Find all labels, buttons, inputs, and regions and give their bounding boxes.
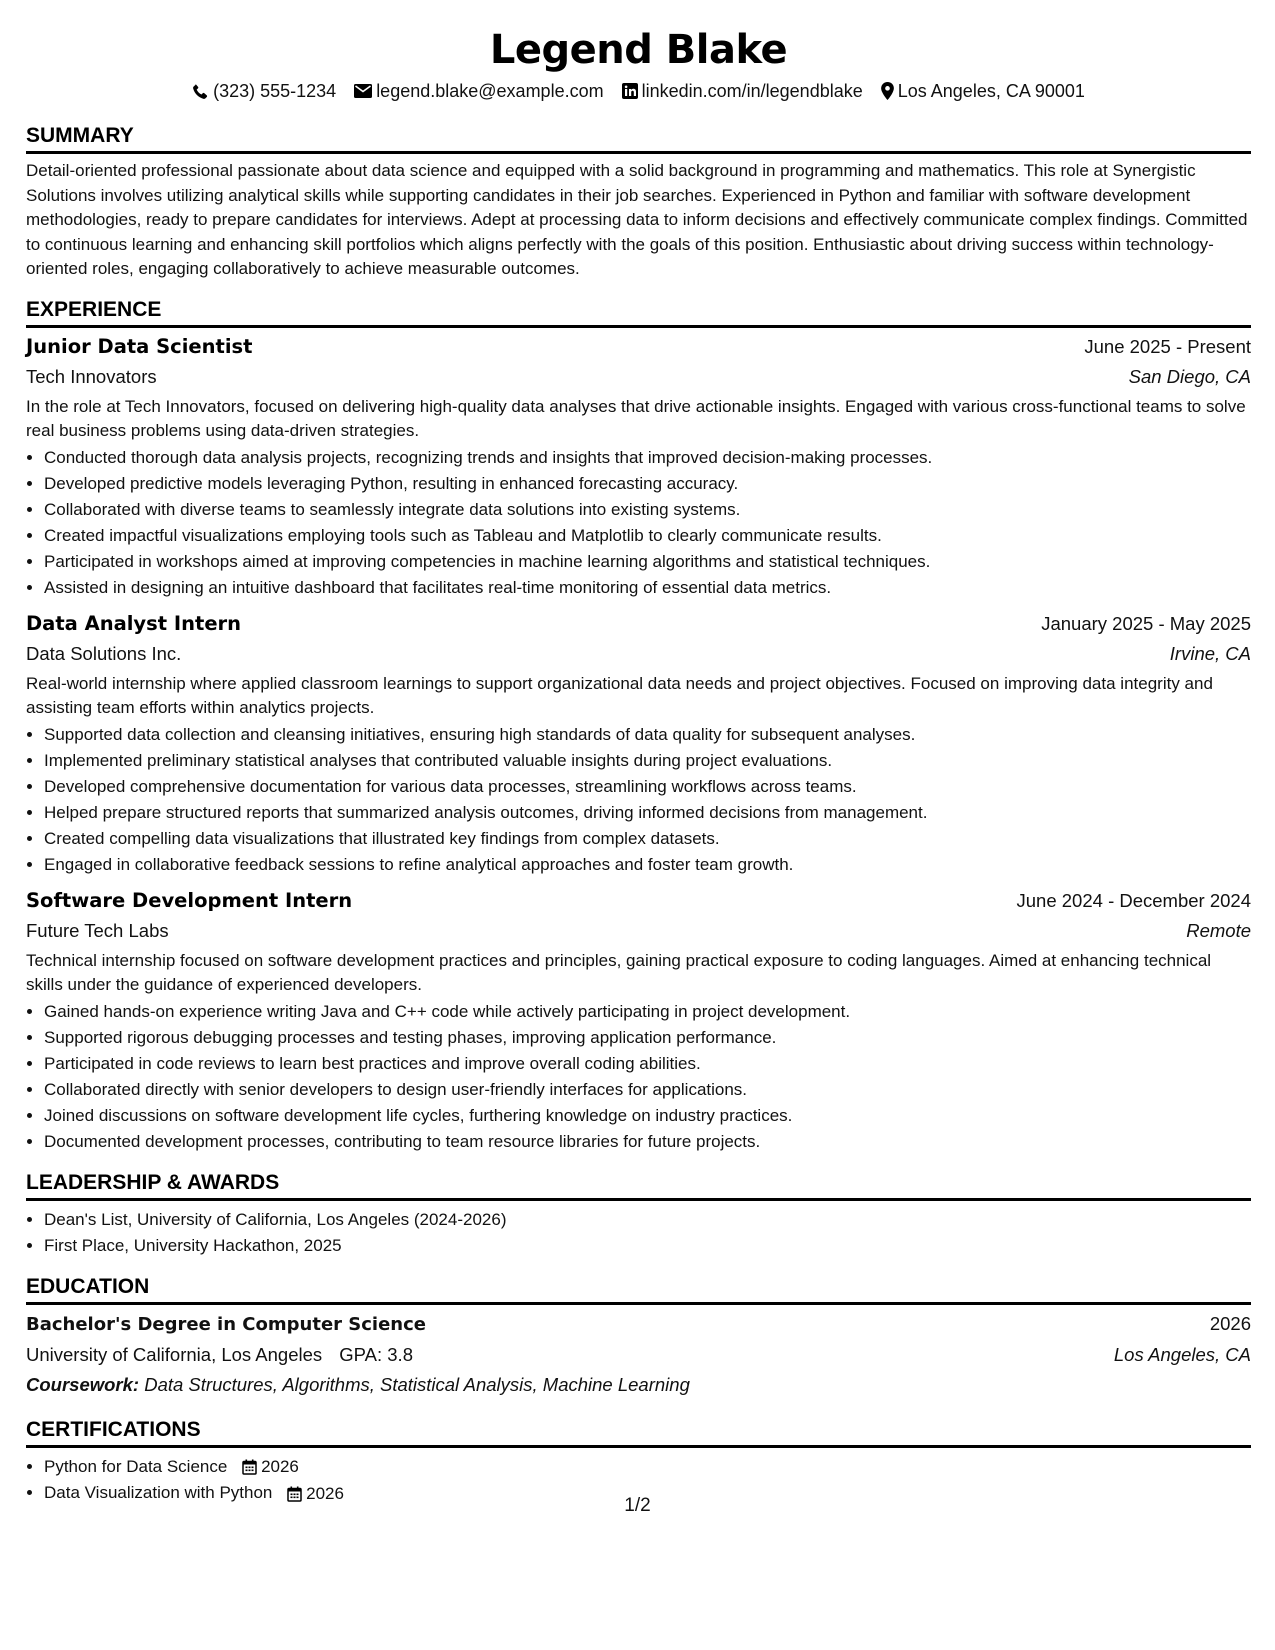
list-item: • Collaborated directly with senior developers to design user-friendly interfaces for applications. (44, 1077, 1251, 1103)
linkedin-text[interactable]: linkedin.com/in/legendblake (641, 81, 863, 101)
education-section (26, 1273, 1251, 1400)
phone-icon (192, 83, 209, 100)
job-dates: June 2024 - December 2024 (1016, 889, 1251, 911)
resume-page (26, 0, 1251, 1507)
graduation-year: 2026 (1209, 1312, 1251, 1334)
contact-linkedin (622, 78, 863, 104)
list-item: • Assisted in designing an intuitive dashboard that facilitates real-time monitoring of essential data metrics. (44, 575, 1251, 601)
list-item: • Developed comprehensive documentation for various data processes, streamlining workflows across teams. (44, 774, 1251, 800)
list-item: • Joined discussions on software development life cycles, furthering knowledge on industry practices. (44, 1103, 1251, 1129)
job-location: Irvine, CA (1169, 642, 1251, 664)
experience-section (26, 296, 1251, 1155)
page-number: 1/2 (624, 1495, 651, 1516)
job-entry (26, 609, 1251, 878)
list-item: • Supported data collection and cleansing initiatives, ensuring high standards of data quality for subsequent analyses. (44, 722, 1251, 748)
contact-phone (192, 78, 336, 104)
job-location: San Diego, CA (1128, 365, 1251, 387)
linkedin-icon (622, 83, 638, 99)
map-pin-icon (881, 82, 894, 100)
job-description: Real-world internship where applied classroom learnings to support organizational data needs and project objectives. Focused on improving data integrity and assisting team efforts within analytics projects. (26, 673, 1213, 717)
job-bullets (26, 999, 1251, 1155)
section-title: LEADERSHIP & AWARDS (26, 1169, 1251, 1201)
candidate-name: Legend Blake (489, 27, 788, 73)
coursework-label: Coursework: (26, 1373, 140, 1395)
list-item: • Helped prepare structured reports that summarized analysis outcomes, driving informed decisions from management. (44, 800, 1251, 826)
job-location: Remote (1186, 919, 1251, 941)
degree-title: Bachelor's Degree in Computer Science (26, 1313, 426, 1335)
certification-name: Data Visualization with Python (44, 1483, 273, 1503)
contact-email (354, 78, 603, 104)
list-item: • Dean's List, University of California, Los Angeles (2024-2026) (44, 1207, 1251, 1233)
list-item: • Documented development processes, contributing to team resource libraries for future projects. (44, 1129, 1251, 1155)
list-item: • Conducted thorough data analysis projects, recognizing trends and insights that improved decision-making processes. (44, 445, 1251, 471)
calendar-icon (242, 1459, 257, 1475)
section-title: SUMMARY (26, 122, 1251, 154)
certification-year: 2026 (261, 1457, 299, 1477)
leadership-section (26, 1169, 1251, 1259)
list-item: • Collaborated with diverse teams to seamlessly integrate data solutions into existing systems. (44, 497, 1251, 523)
job-dates: January 2025 - May 2025 (1041, 612, 1251, 634)
list-item: • Created impactful visualizations employing tools such as Tableau and Matplotlib to clearly communicate results. (44, 523, 1251, 549)
email-text[interactable]: legend.blake@example.com (376, 81, 604, 101)
job-company: Tech Innovators (26, 365, 157, 387)
certifications-section (26, 1416, 1251, 1507)
job-company: Data Solutions Inc. (26, 642, 182, 664)
school-line (26, 1340, 413, 1370)
contact-bar (26, 78, 1251, 104)
section-title: EXPERIENCE (26, 296, 1251, 328)
certification-year: 2026 (306, 1483, 344, 1503)
gpa: GPA: 3.8 (339, 1343, 413, 1365)
school-name: University of California, Los Angeles (26, 1343, 323, 1365)
summary-text: Detail-oriented professional passionate about data science and equipped with a solid background in programming and mathematics. This role at Synergistic Solutions involves utilizing analytical skills while supporting candidates in their job searches. Experienced in Python and familiar with software development methodologies, ready to prepare candidates for interviews. Adept at processing data to inform decisions and effectively communicate complex findings. Committed to continuous learning and enhancing skill portfolios which aligns perfectly with the goals of this position. Enthusiastic about driving success within technology-oriented roles, engaging collaboratively to achieve measurable outcomes. (26, 161, 1248, 278)
job-title: Junior Data Scientist (26, 334, 253, 358)
list-item: • Developed predictive models leveraging Python, resulting in enhanced forecasting accuracy. (44, 471, 1251, 497)
phone-text[interactable]: (323) 555-1234 (213, 81, 337, 101)
section-title: EDUCATION (26, 1273, 1251, 1305)
job-entry (26, 886, 1251, 1155)
list-item: • Participated in code reviews to learn best practices and improve overall coding abilities. (44, 1051, 1251, 1077)
job-bullets (26, 722, 1251, 878)
certification-date (242, 1454, 299, 1480)
contact-location (881, 78, 1085, 104)
list-item: • Supported rigorous debugging processes and testing phases, improving application performance. (44, 1025, 1251, 1051)
school-location: Los Angeles, CA (1113, 1343, 1251, 1365)
envelope-icon (354, 84, 372, 98)
awards-list (26, 1207, 1251, 1259)
job-dates: June 2025 - Present (1084, 335, 1251, 357)
job-title: Data Analyst Intern (26, 611, 242, 635)
job-title: Software Development Intern (26, 888, 353, 912)
certification-name: Python for Data Science (44, 1456, 228, 1476)
list-item: • Gained hands-on experience writing Java and C++ code while actively participating in project development. (44, 999, 1251, 1025)
list-item: • First Place, University Hackathon, 2025 (44, 1233, 1251, 1259)
list-item: • Participated in workshops aimed at improving competencies in machine learning algorithms and statistical techniques. (44, 549, 1251, 575)
job-bullets (26, 445, 1251, 601)
summary-section (26, 122, 1251, 282)
list-item: • Engaged in collaborative feedback sessions to refine analytical approaches and foster team growth. (44, 852, 1251, 878)
job-description: In the role at Tech Innovators, focused on delivering high-quality data analyses that drive actionable insights. Engaged with various cross-functional teams to solve real business problems using data-driven strategies. (26, 396, 1246, 440)
job-company: Future Tech Labs (26, 919, 169, 941)
coursework (26, 1370, 1251, 1400)
list-item: • Created compelling data visualizations that illustrated key findings from complex datasets. (44, 826, 1251, 852)
location-text: Los Angeles, CA 90001 (897, 81, 1085, 101)
job-description: Technical internship focused on software development practices and principles, gaining practical exposure to coding languages. Aimed at enhancing technical skills under the guidance of experienced developers. (26, 950, 1212, 994)
job-entry (26, 332, 1251, 601)
coursework-list: Data Structures, Algorithms, Statistical Analysis, Machine Learning (144, 1373, 690, 1395)
list-item (44, 1454, 1251, 1481)
list-item: • Implemented preliminary statistical analyses that contributed valuable insights during project evaluations. (44, 748, 1251, 774)
section-title: CERTIFICATIONS (26, 1416, 1251, 1448)
